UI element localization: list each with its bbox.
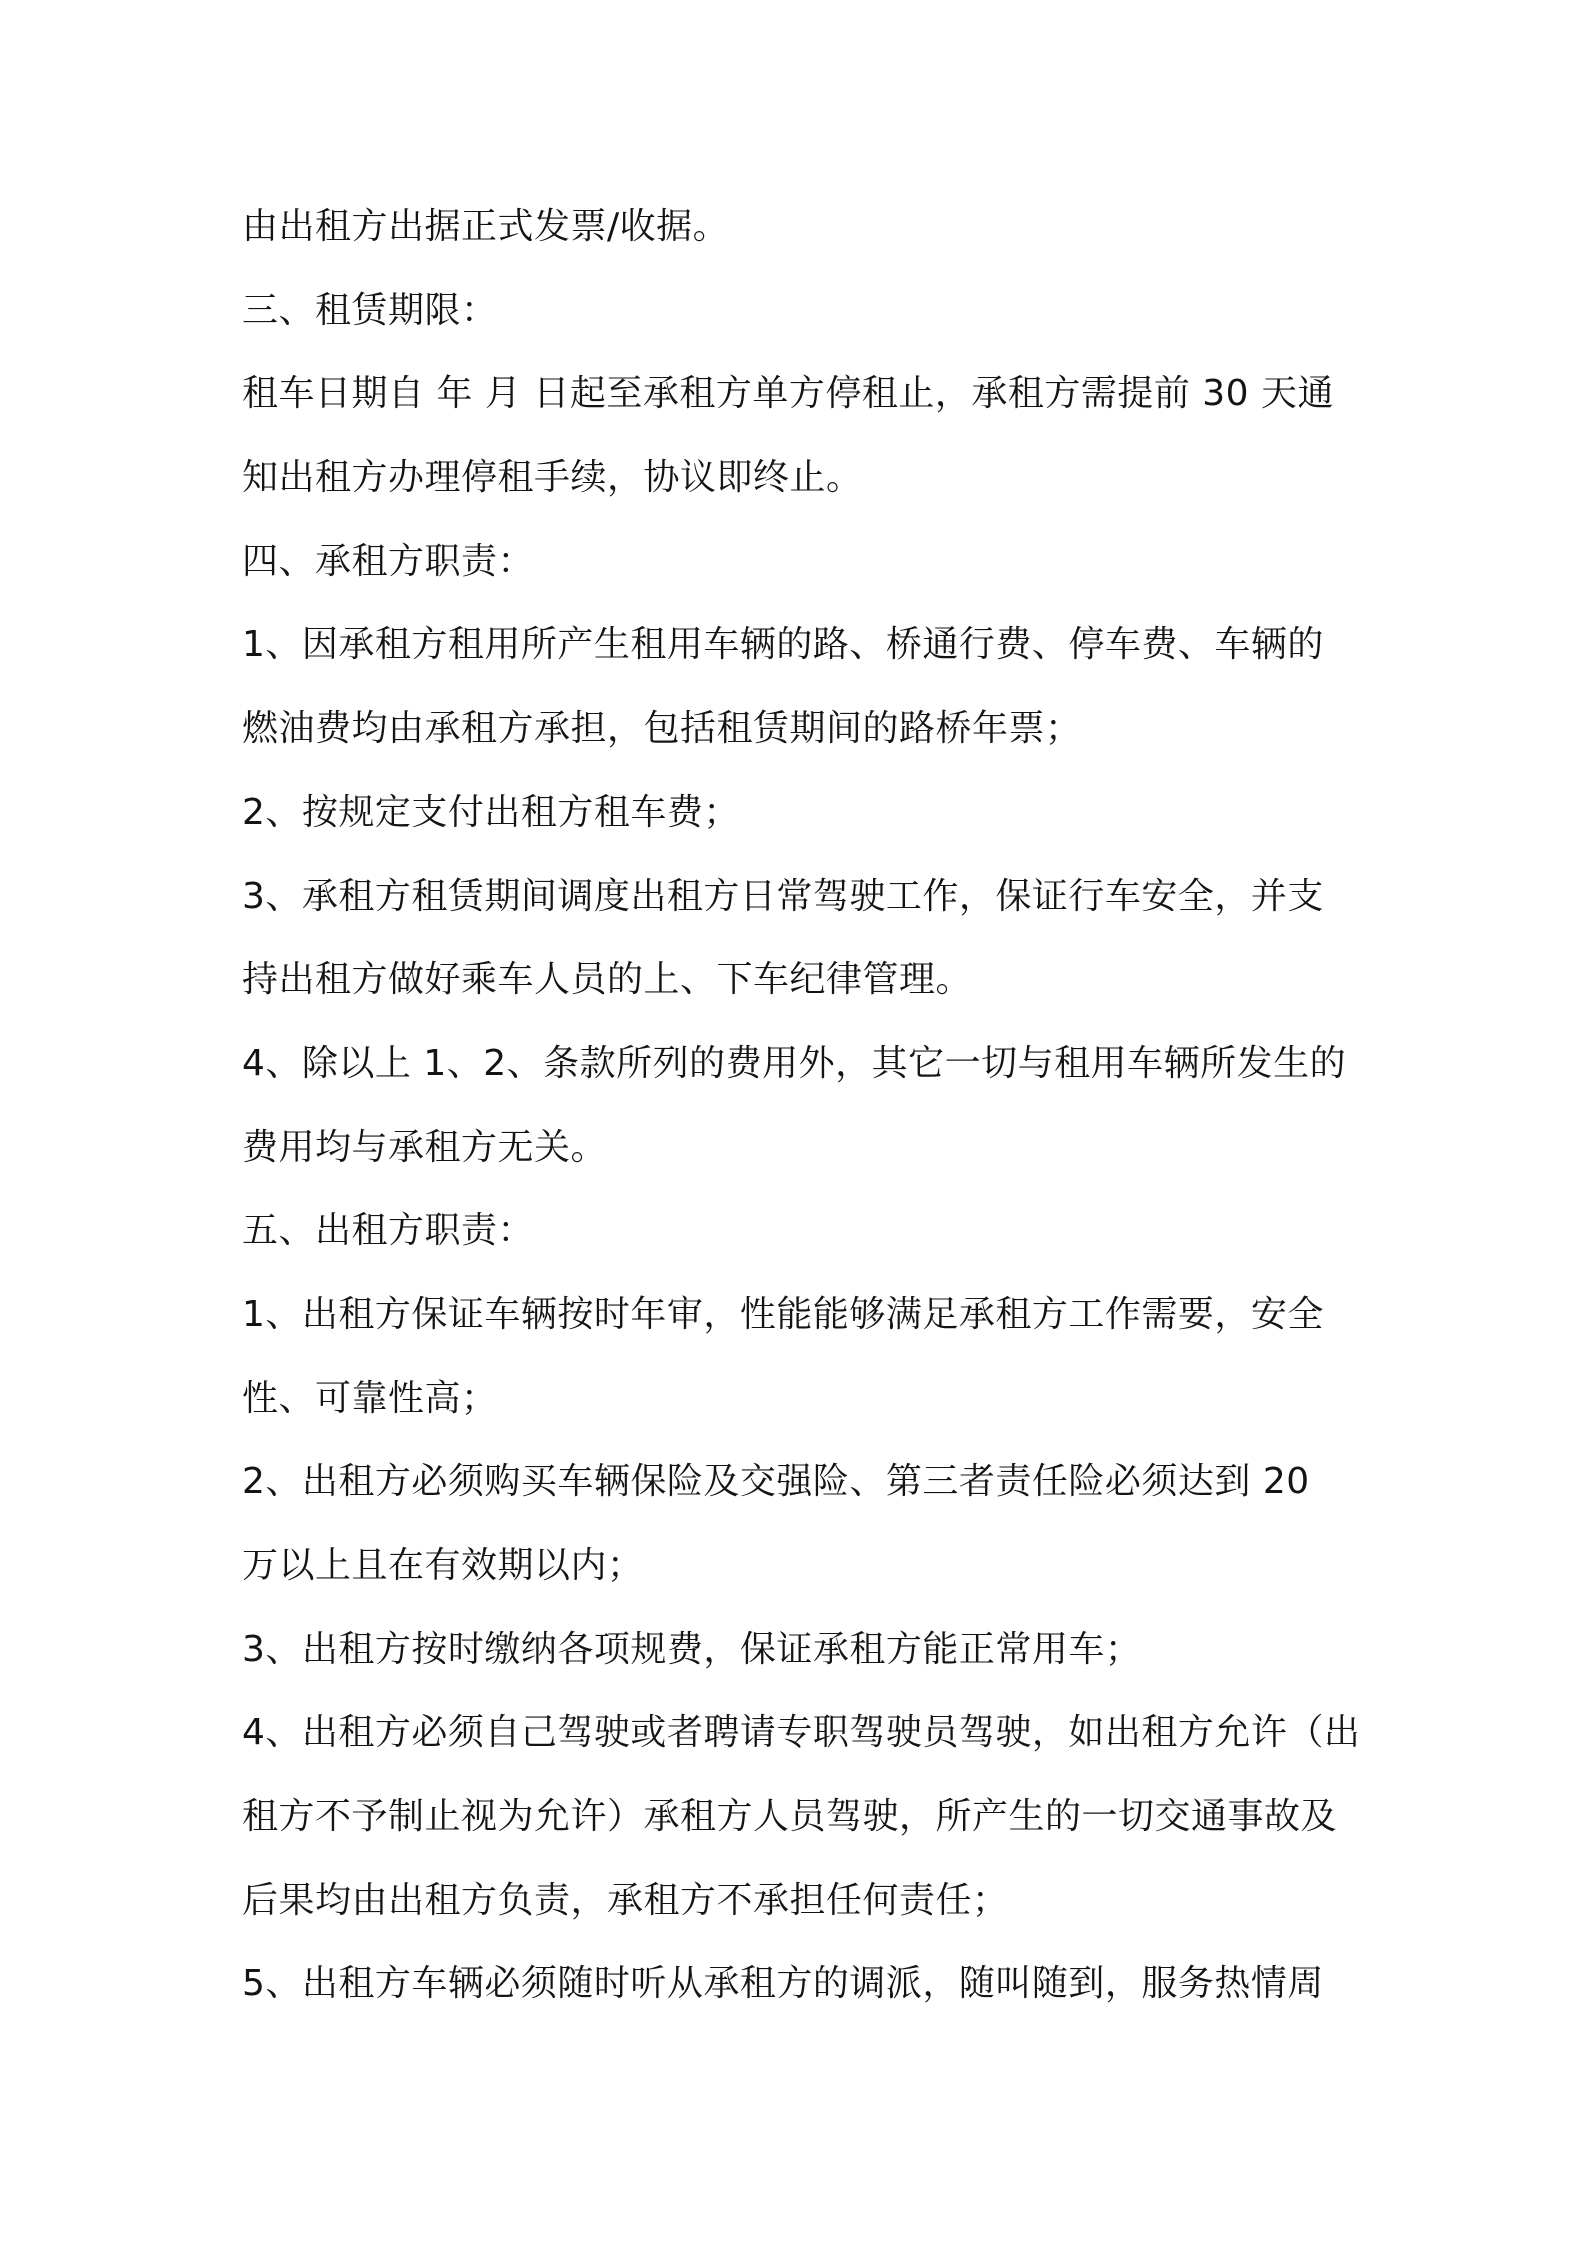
list-item-lessor-4: 4、出租方必须自己驾驶或者聘请专职驾驶员驾驶，如出租方允许（出 [242, 1712, 1361, 1754]
list-item-lessee-4: 4、除以上 1、2、条款所列的费用外，其它一切与租用车辆所发生的 [242, 1042, 1347, 1084]
section-heading-lessor-duties: 五、出租方职责： [242, 1210, 535, 1252]
section-heading-lease-term: 三、租赁期限： [242, 289, 498, 331]
list-item-lessor-4-cont2: 后果均由出租方负责，承租方不承担任何责任； [242, 1879, 1009, 1921]
list-item-lessee-2: 2、按规定支付出租方租车费； [242, 791, 740, 833]
list-item-lessee-1: 1、因承租方租用所产生租用车辆的路、桥通行费、停车费、车辆的 [242, 624, 1324, 666]
list-item-lessor-4-cont: 租方不予制止视为允许）承租方人员驾驶，所产生的一切交通事故及 [242, 1796, 1338, 1838]
list-item-lessee-3: 3、承租方租赁期间调度出租方日常驾驶工作，保证行车安全，并支 [242, 875, 1324, 917]
list-item-lessor-3: 3、出租方按时缴纳各项规费，保证承租方能正常用车； [242, 1628, 1142, 1670]
list-item-lessor-2-cont: 万以上且在有效期以内； [242, 1545, 644, 1586]
list-item-lessor-1: 1、出租方保证车辆按时年审，性能能够满足承租方工作需要，安全 [242, 1293, 1324, 1335]
text-line-invoice: 由出租方出据正式发票/收据。 [242, 206, 730, 247]
list-item-lessor-1-cont: 性、可靠性高； [242, 1377, 498, 1419]
list-item-lessor-2: 2、出租方必须购买车辆保险及交强险、第三者责任险必须达到 20 [242, 1461, 1310, 1503]
text-line-lease-date-cont: 知出租方办理停租手续，协议即终止。 [242, 457, 863, 499]
text-line-lease-date: 租车日期自 年 月 日起至承租方单方停租止，承租方需提前 30 天通 [242, 373, 1335, 415]
document-body [242, 197, 1362, 2038]
section-heading-lessee-duties: 四、承租方职责： [242, 540, 535, 582]
list-item-lessor-5: 5、出租方车辆必须随时听从承租方的调派，随叫随到，服务热情周 [242, 1963, 1324, 2005]
list-item-lessee-4-cont: 费用均与承租方无关。 [242, 1126, 608, 1168]
list-item-lessee-1-cont: 燃油费均由承租方承担，包括租赁期间的路桥年票； [242, 708, 1082, 750]
list-item-lessee-3-cont: 持出租方做好乘车人员的上、下车纪律管理。 [242, 959, 973, 1001]
